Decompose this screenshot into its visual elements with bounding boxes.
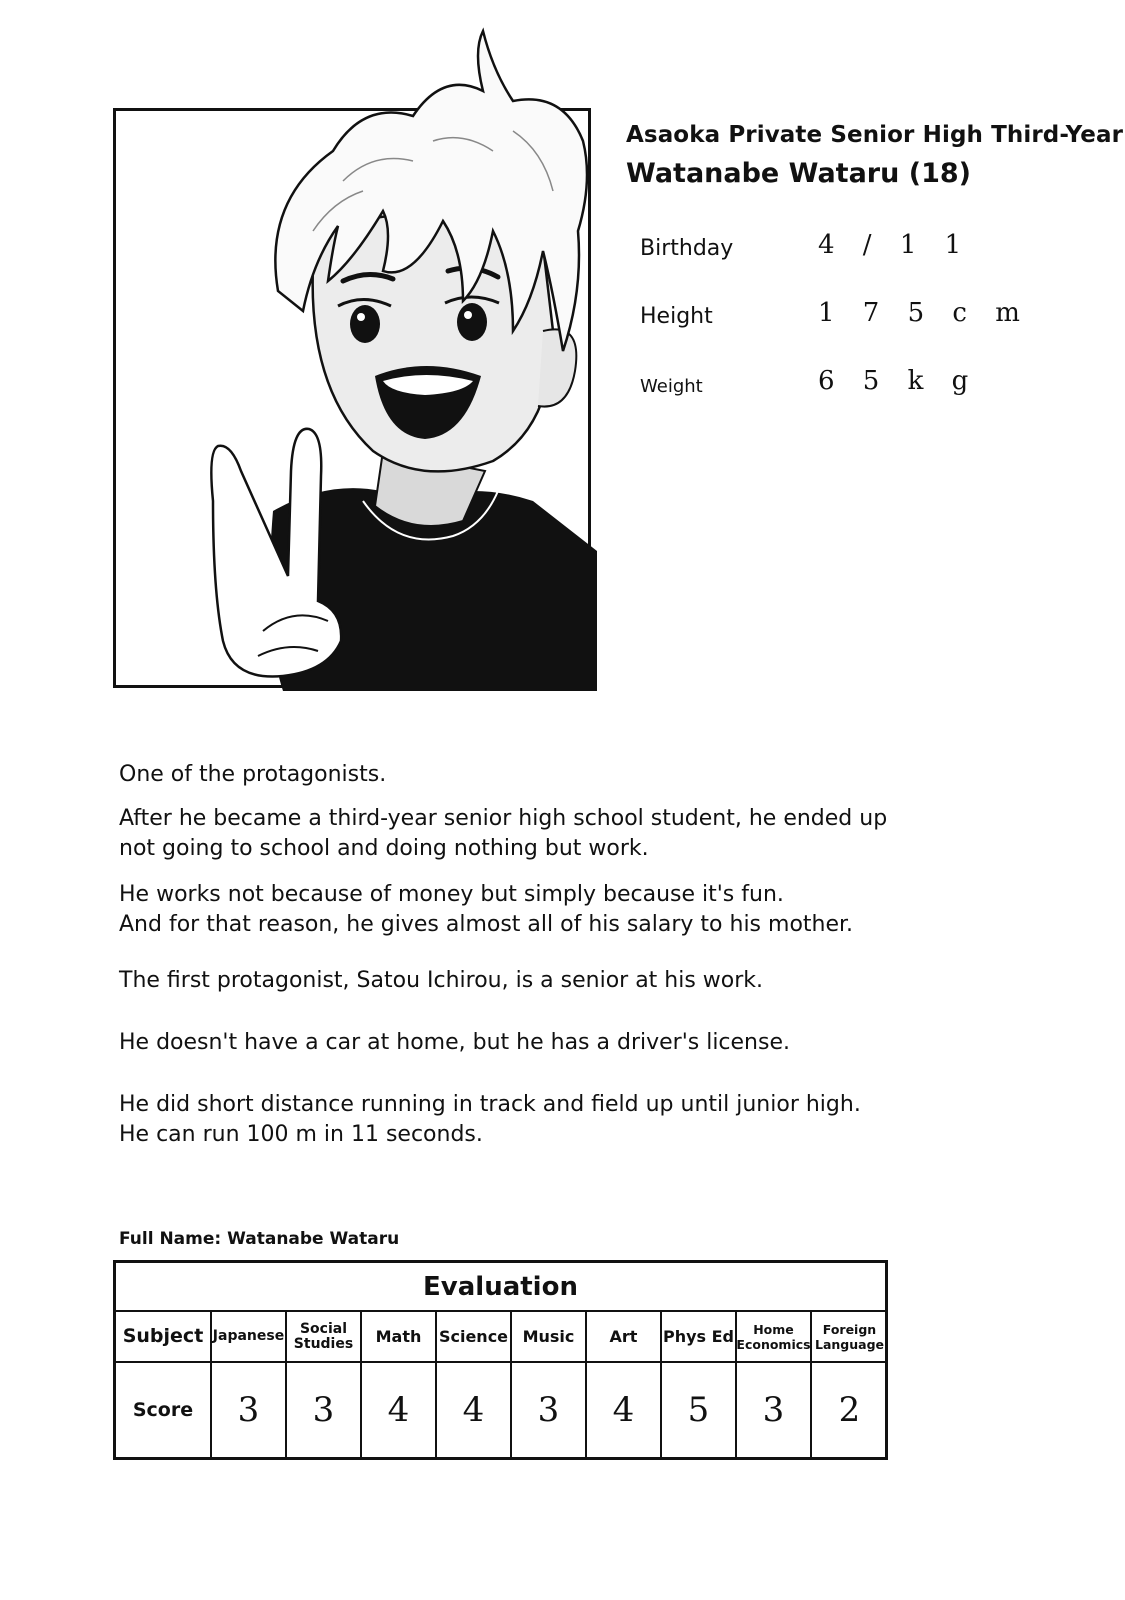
subject-social-studies: Social Studies <box>287 1312 362 1361</box>
description-line: He can run 100 m in 11 seconds. <box>119 1122 483 1147</box>
description-line: And for that reason, he gives almost all of his salary to his mother. <box>119 912 854 937</box>
description-line: After he became a third-year senior high school student, he ended up not going to school and doing nothing but work. <box>119 806 888 861</box>
subject-row <box>116 1312 885 1363</box>
description-line: The first protagonist, Satou Ichirou, is a senior at his work. <box>119 968 764 993</box>
subject-header: Subject <box>116 1312 212 1361</box>
subject-music: Music <box>512 1312 587 1361</box>
subject-math: Math <box>362 1312 437 1361</box>
evaluation-table <box>113 1260 888 1460</box>
birthday-label: Birthday <box>640 236 734 261</box>
score-home-economics: 3 <box>737 1363 812 1457</box>
subject-phys-ed: Phys Ed <box>662 1312 737 1361</box>
weight-label: Weight <box>640 376 703 397</box>
score-phys-ed: 5 <box>662 1363 737 1457</box>
character-portrait <box>113 108 591 688</box>
score-social-studies: 3 <box>287 1363 362 1457</box>
full-name-label: Full Name: Watanabe Wataru <box>119 1229 400 1249</box>
description-line: He works not because of money but simply because it's fun. <box>119 882 784 907</box>
score-art: 4 <box>587 1363 662 1457</box>
description-line: One of the protagonists. <box>119 762 387 787</box>
description-line: He doesn't have a car at home, but he has a driver's license. <box>119 1030 790 1055</box>
birthday-value: 4 / 1 1 <box>818 230 972 260</box>
height-value: 1 7 5 c m <box>818 298 1030 328</box>
score-music: 3 <box>512 1363 587 1457</box>
subject-science: Science <box>437 1312 512 1361</box>
character-illustration <box>113 31 597 694</box>
evaluation-title: Evaluation <box>116 1263 885 1312</box>
character-name: Watanabe Wataru (18) <box>626 158 972 189</box>
subject-foreign-language: Foreign Language <box>814 1321 884 1352</box>
score-foreign-language: 2 <box>838 1389 861 1430</box>
height-label: Height <box>640 304 713 329</box>
score-header: Score <box>116 1363 212 1457</box>
score-japanese: 3 <box>212 1363 287 1457</box>
subject-home-economics: Home Economics <box>737 1312 812 1361</box>
subject-japanese: Japanese <box>212 1312 287 1361</box>
score-science: 4 <box>437 1363 512 1457</box>
description-line: He did short distance running in track and field up until junior high. <box>119 1092 861 1117</box>
score-math: 4 <box>362 1363 437 1457</box>
school-affiliation: Asaoka Private Senior High Third-Year <box>626 122 1124 148</box>
weight-value: 6 5 k g <box>818 366 979 396</box>
score-row <box>116 1363 885 1457</box>
subject-art: Art <box>587 1312 662 1361</box>
